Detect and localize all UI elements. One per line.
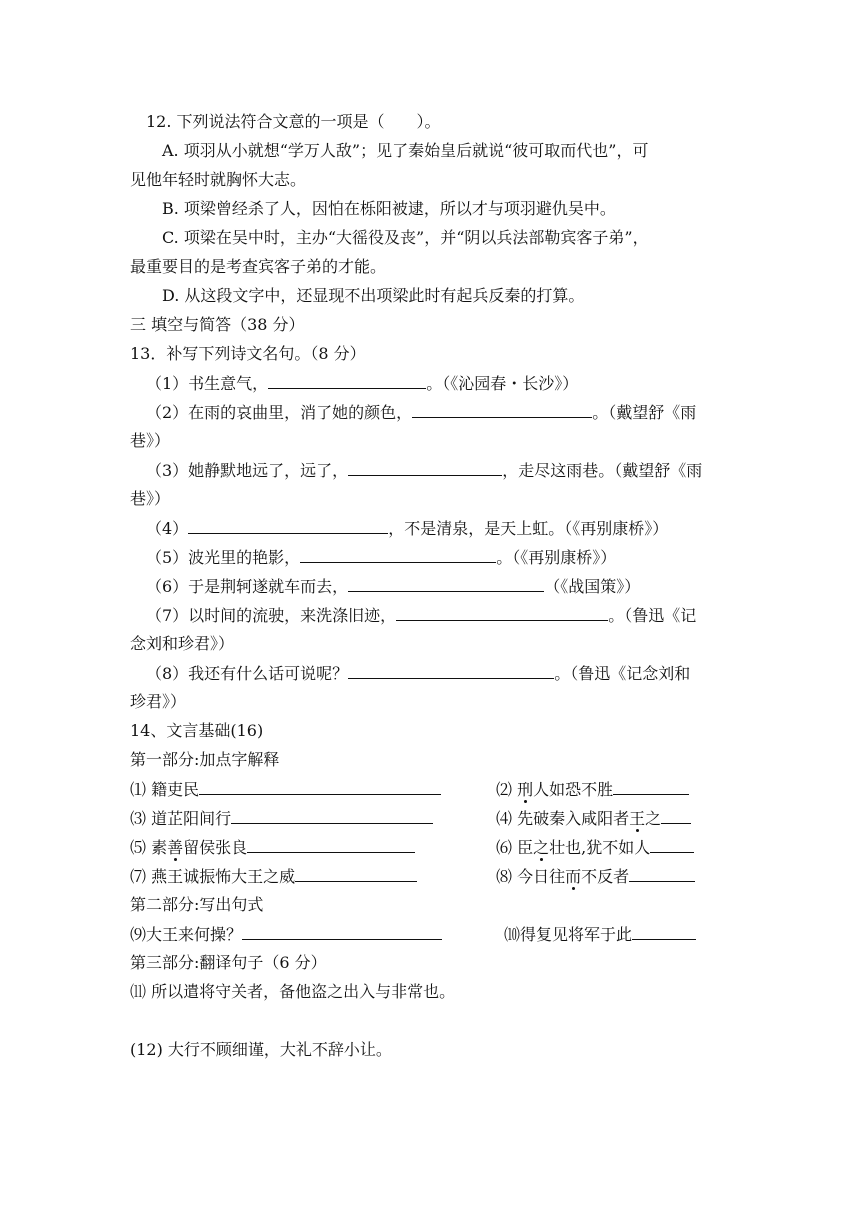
blank-14-2[interactable] [613, 779, 689, 795]
q14-part3-heading: 第三部分:翻译句子（6 分） [130, 953, 327, 972]
blank-1[interactable] [268, 373, 426, 389]
q14-item-12: (12) 大行不顾细谨，大礼不辞小让。 [130, 1040, 392, 1059]
q14-item-3: ⑶ 道芷阳间行 [130, 808, 730, 829]
blank-8[interactable] [348, 663, 554, 679]
q14-item-7: ⑺ 燕王诚振怖大王之威 [130, 866, 730, 887]
blank-6[interactable] [348, 576, 544, 592]
q14-item-1: ⑴ 籍吏民 [130, 779, 730, 800]
q14-item-10: ⑽得复见将军于此 [504, 924, 696, 945]
blank-2[interactable] [412, 402, 592, 418]
q14-item-6: ⑹ 臣之壮也,犹不如人 [496, 837, 694, 858]
blank-14-6[interactable] [650, 837, 694, 853]
q13-item-8-cont: 珍君》） [130, 692, 187, 711]
q13-item-5: （5）波光里的艳影， 。（《再别康桥》） [146, 548, 617, 567]
q13-item-3-cont: 巷》） [130, 489, 171, 508]
blank-14-9[interactable] [242, 924, 442, 940]
q13-item-8: （8）我还有什么话可说呢？ 。（鲁迅《记念刘和 [146, 664, 691, 683]
blank-5[interactable] [300, 547, 496, 563]
q13-item-3: （3）她静默地远了，远了， ，走尽这雨巷。（戴望舒《雨 [146, 461, 703, 480]
blank-14-10[interactable] [632, 924, 696, 940]
section-3-heading: 三 填空与简答（38 分） [130, 315, 305, 334]
q14-part1-heading: 第一部分:加点字解释 [130, 750, 280, 769]
q14-item-11: ⑾ 所以遣将守关者，备他盗之出入与非常也。 [130, 982, 456, 1001]
q14-item-2: ⑵ 刑人如恐不胜 [496, 779, 689, 800]
q14-title: 14、文言基础(16) [130, 721, 264, 740]
q12-option-c: C. 项梁在吴中时，主办“大徭役及丧”，并“阴以兵法部勒宾客子弟”， [162, 228, 649, 247]
q14-item-9: ⑼大王来何操？ [130, 924, 730, 945]
blank-14-5[interactable] [247, 837, 415, 853]
q13-title: 13．补写下列诗文名句。（8 分） [130, 344, 366, 363]
q12-option-b: B. 项梁曾经杀了人，因怕在栎阳被逮，所以才与项羽避仇吴中。 [162, 199, 616, 218]
q13-item-6: （6）于是荆轲遂就车而去， （《战国策》） [146, 577, 641, 596]
q13-item-2-cont: 巷》） [130, 431, 171, 450]
q12-option-a-cont: 见他年轻时就胸怀大志。 [130, 170, 307, 189]
q13-item-1: （1）书生意气， 。（《沁园春・长沙》） [146, 374, 579, 393]
blank-3[interactable] [348, 460, 502, 476]
q14-item-4: ⑷ 先破秦入咸阳者王之 [496, 808, 691, 829]
blank-14-3[interactable] [231, 808, 433, 824]
q12-option-d: D. 从这段文字中，还显现不出项梁此时有起兵反秦的打算。 [162, 286, 585, 305]
blank-4[interactable] [188, 518, 388, 534]
blank-14-7[interactable] [295, 866, 417, 882]
q13-item-2: （2）在雨的哀曲里，消了她的颜色， 。（戴望舒《雨 [146, 403, 697, 422]
q14-item-8: ⑻ 今日往而不反者 [496, 866, 695, 887]
q13-item-4: （4） ，不是清泉，是天上虹。（《再别康桥》） [146, 519, 669, 538]
q12-option-c-cont: 最重要目的是考查宾客子弟的才能。 [130, 257, 387, 276]
q14-part2-heading: 第二部分:写出句式 [130, 895, 264, 914]
blank-14-8[interactable] [629, 866, 695, 882]
blank-14-4[interactable] [661, 808, 691, 824]
blank-7[interactable] [396, 605, 608, 621]
q14-item-5: ⑸ 素善留侯张良 [130, 837, 730, 858]
q13-item-7-cont: 念刘和珍君》） [130, 634, 235, 653]
q12-option-a: A. 项羽从小就想“学万人敌”；见了秦始皇后就说“彼可取而代也”，可 [162, 141, 649, 160]
blank-14-1[interactable] [199, 779, 441, 795]
q13-item-7: （7）以时间的流驶，来洗涤旧迹， 。（鲁迅《记 [146, 606, 697, 625]
q12-stem: 12. 下列说法符合文意的一项是（ ）。 [146, 112, 441, 131]
